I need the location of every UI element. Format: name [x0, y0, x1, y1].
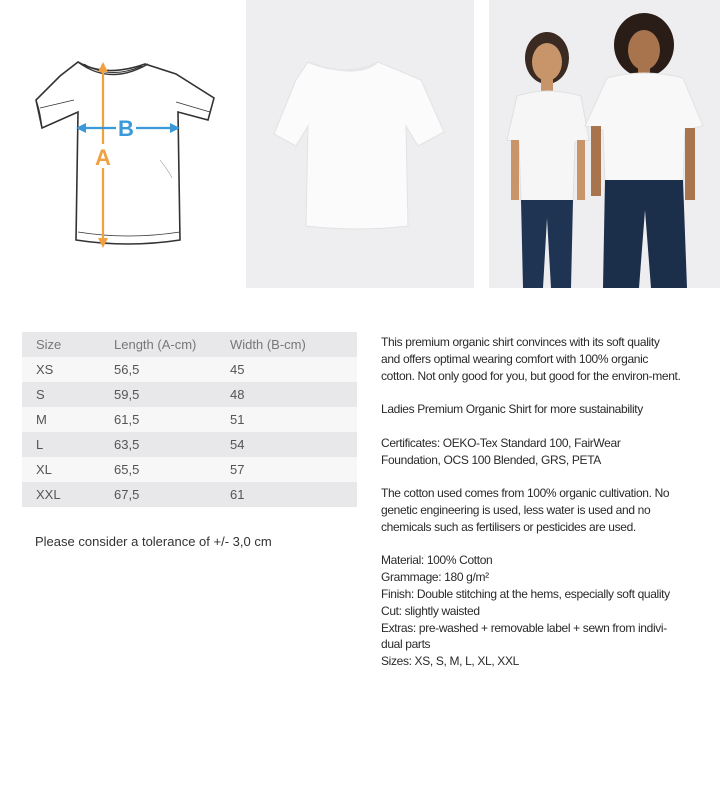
cell-width: 51 [230, 412, 245, 427]
cell-width: 54 [230, 437, 245, 452]
spec-material: Material: 100% Cotton [381, 553, 493, 568]
header-length: Length (A-cm) [114, 337, 197, 352]
spec-extras: Extras: pre-washed + removable label + sewn from indivi-dual parts [381, 620, 667, 652]
table-row [22, 432, 357, 457]
header-size: Size [36, 337, 62, 352]
spec-cut: Cut: slightly waisted [381, 603, 480, 618]
cell-size: M [36, 412, 47, 427]
cell-length: 59,5 [114, 387, 140, 402]
description-intro: This premium organic shirt convinces with its soft quality and offers optimal wearing comfort with 100% organic cotton. Not only good for you, but good for the environ-ment. [381, 335, 681, 383]
spec-finish: Finish: Double stitching at the hems, especially soft quality [381, 586, 670, 601]
cell-width: 57 [230, 462, 245, 477]
cell-width: 61 [230, 487, 245, 502]
description-cotton: The cotton used comes from 100% organic cultivation. No genetic engineering is used, less water is used and no chemicals such as fertilisers or pesticides are used. [381, 486, 670, 534]
cell-size: XXL [36, 487, 61, 502]
tolerance-note: Please consider a tolerance of +/- 3,0 cm [35, 534, 272, 549]
table-row [22, 407, 357, 432]
table-row [22, 482, 357, 507]
cell-length: 65,5 [114, 462, 140, 477]
size-diagram [0, 0, 240, 288]
cell-size: XL [36, 462, 52, 477]
table-row [22, 457, 357, 482]
spec-sizes: Sizes: XS, S, M, L, XL, XXL [381, 654, 519, 669]
cell-length: 67,5 [114, 487, 140, 502]
table-header-row [22, 332, 357, 357]
size-table [22, 332, 357, 507]
cell-width: 45 [230, 362, 245, 377]
cell-length: 56,5 [114, 362, 140, 377]
spec-list [381, 552, 681, 670]
spec-grammage: Grammage: 180 g/m² [381, 570, 489, 585]
label-b: B [118, 116, 134, 141]
cell-size: XS [36, 362, 54, 377]
cell-length: 61,5 [114, 412, 140, 427]
cell-width: 48 [230, 387, 245, 402]
label-a: A [95, 145, 111, 170]
table-row [22, 382, 357, 407]
models-image [489, 0, 720, 288]
description-tagline: Ladies Premium Organic Shirt for more sustainability [381, 402, 643, 417]
product-description [381, 334, 681, 670]
table-row [22, 357, 357, 382]
white-tshirt-image [246, 0, 474, 288]
cell-length: 63,5 [114, 437, 140, 452]
model-photo [489, 0, 720, 288]
cell-size: L [36, 437, 44, 452]
tshirt-outline-illustration [0, 0, 240, 288]
description-certificates: Certificates: OEKO-Tex Standard 100, FairWear Foundation, OCS 100 Blended, GRS, PETA [381, 435, 621, 467]
cell-size: S [36, 387, 45, 402]
product-photo [246, 0, 474, 288]
header-width: Width (B-cm) [230, 337, 306, 352]
